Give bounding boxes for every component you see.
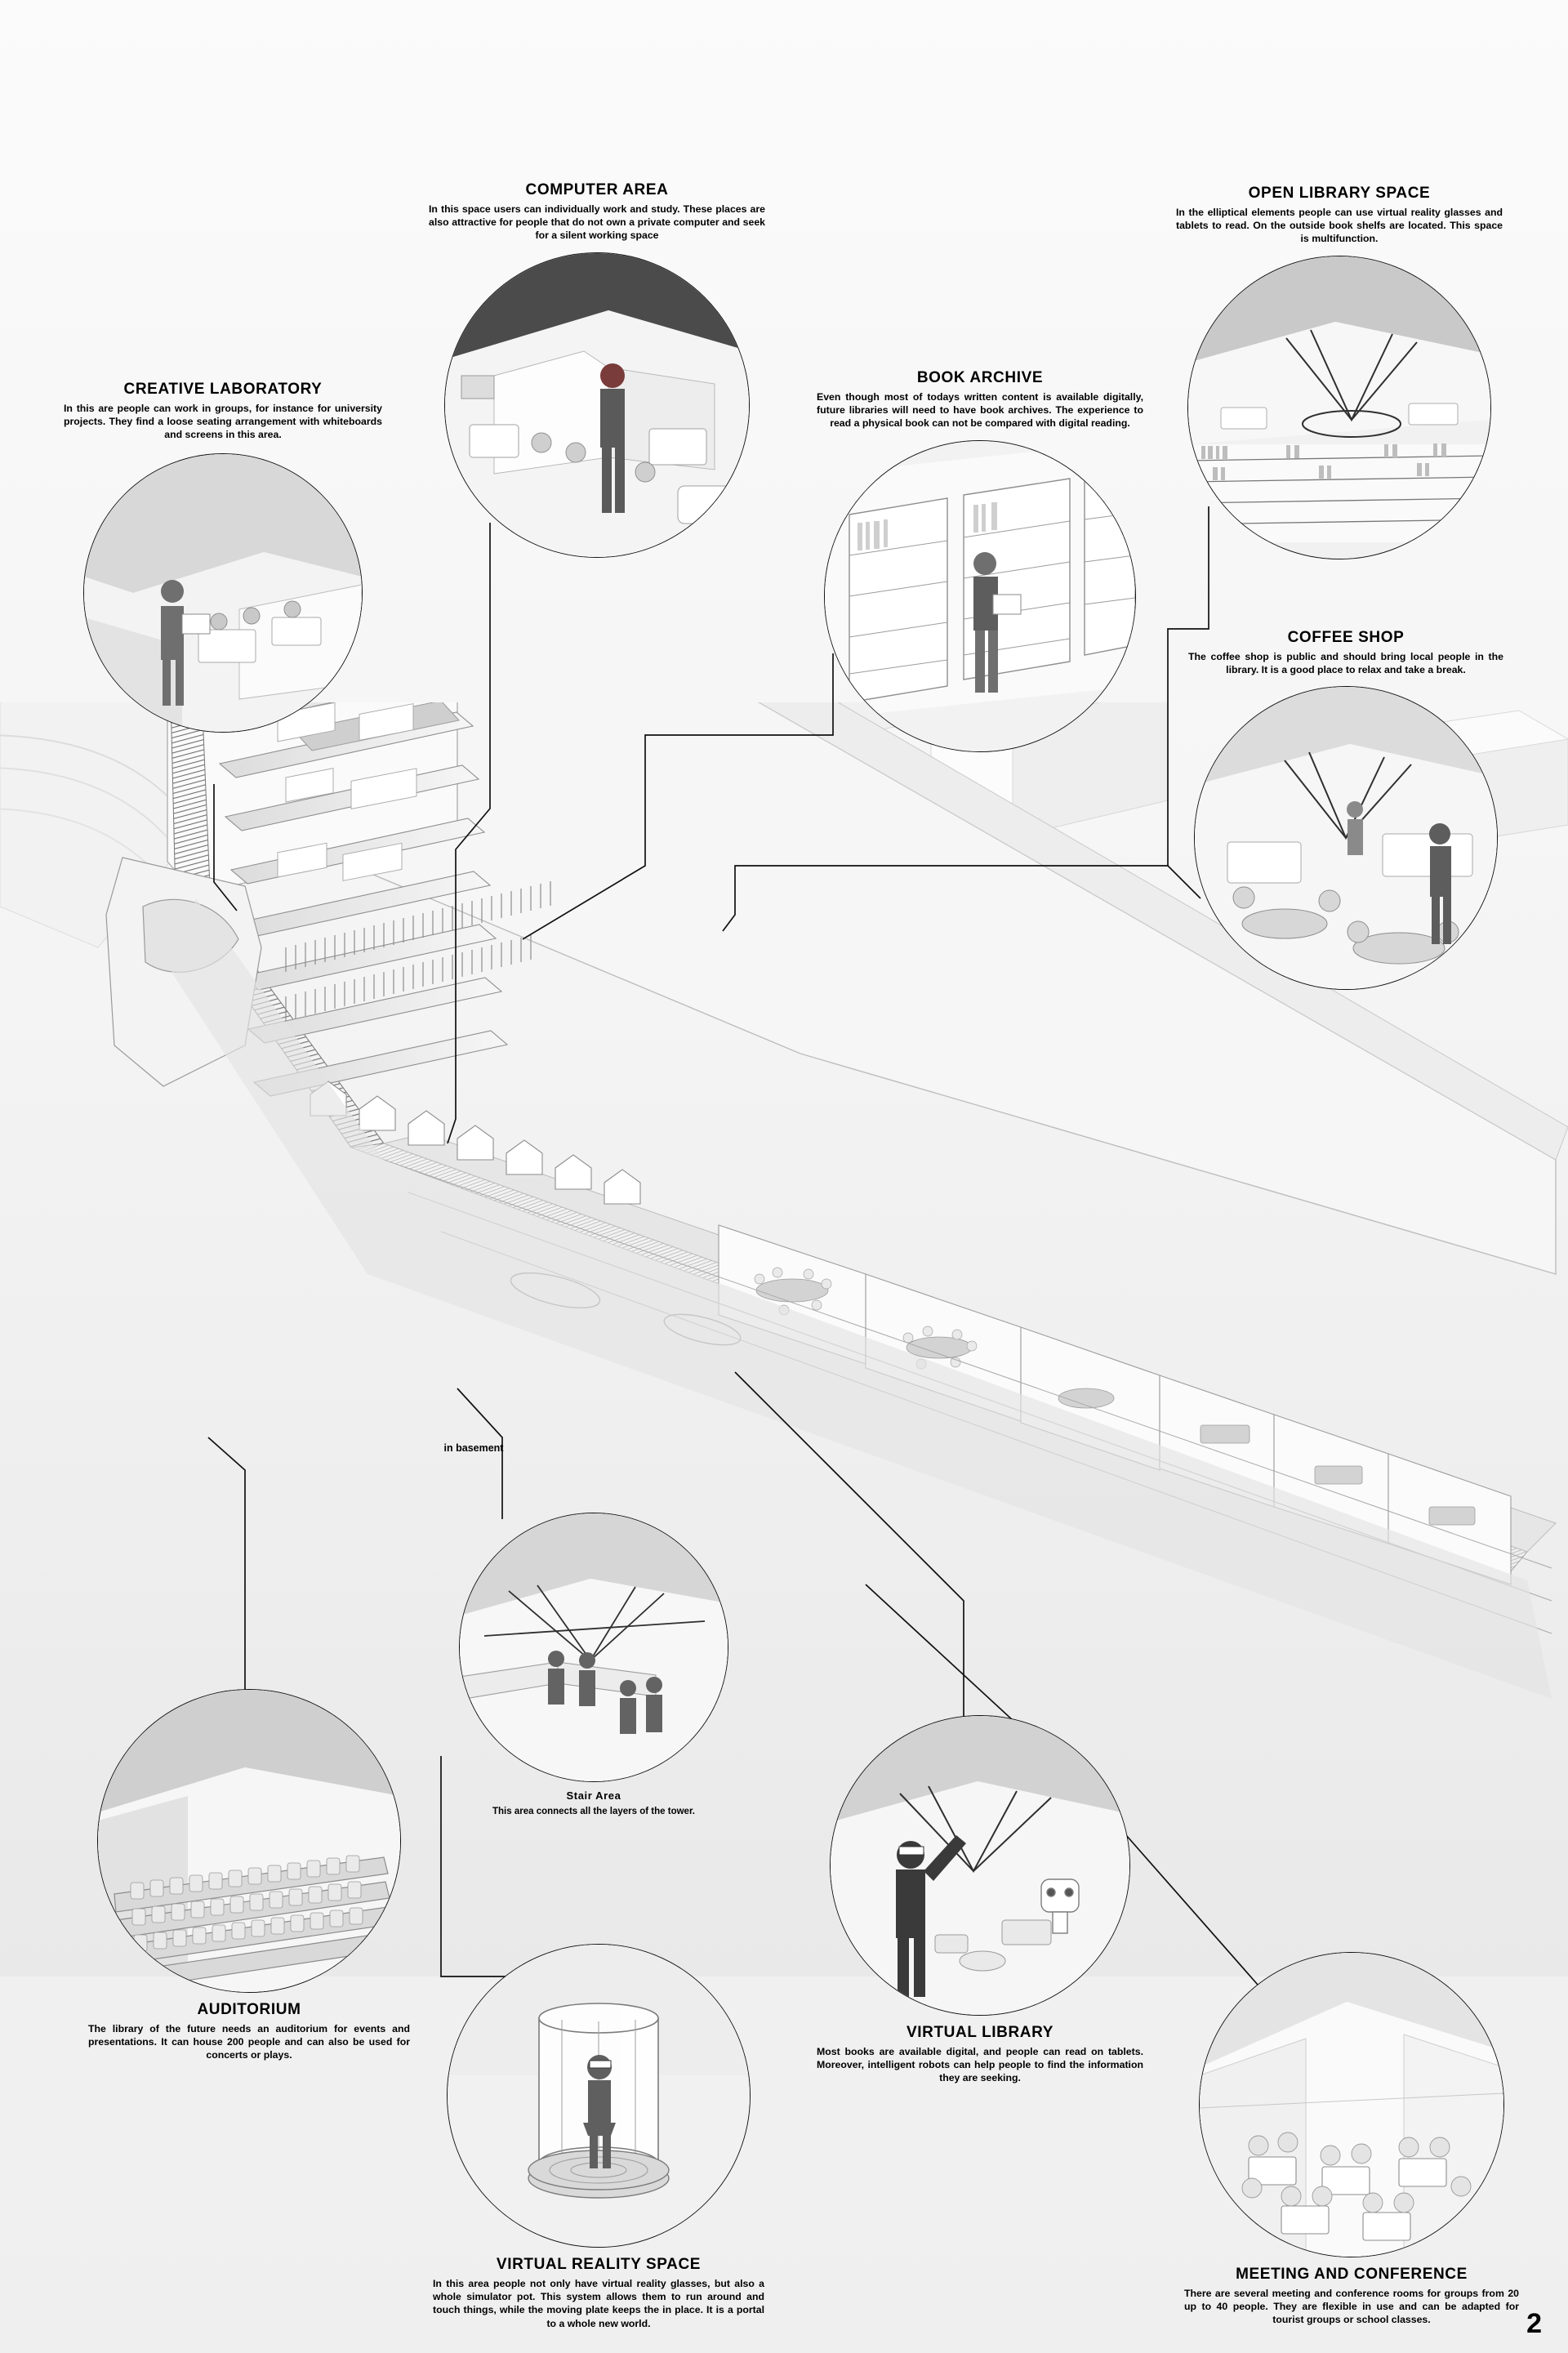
creative-laboratory-image: [83, 453, 363, 733]
basement-annotation: in basement: [443, 1442, 504, 1454]
creative-laboratory-title: CREATIVE LABORATORY: [123, 381, 323, 398]
callout-auditorium: [88, 1689, 410, 2062]
meeting-and-conference-image: [1199, 1952, 1504, 2257]
auditorium-caption: [88, 2001, 410, 2062]
virtual-reality-space-image: [447, 1944, 751, 2248]
virtual-library-title: VIRTUAL LIBRARY: [906, 2024, 1054, 2041]
page-number: 2: [1526, 2308, 1542, 2339]
stair-area-body: This area connects all the layers of the tower.: [492, 1806, 695, 1816]
virtual-reality-space-caption: [433, 2256, 764, 2330]
auditorium-body: The library of the future needs an auditorium for events and presentations. It can house 200 people and can also be used for concerts or plays.: [88, 2022, 410, 2061]
meeting-and-conference-caption: [1184, 2266, 1519, 2327]
coffee-shop-image: [1194, 686, 1498, 990]
virtual-library-image: [830, 1715, 1130, 2016]
computer-area-body: In this space users can individually work and study. These places are also attractive for people that do not own a private computer and seek for a silent working space: [429, 203, 765, 242]
auditorium-title: AUDITORIUM: [197, 2001, 301, 2018]
book-archive-body: Even though most of todays written content is available digitally, future libraries will need to have book archives. The experience to read a physical book can not be compared with digital reading.: [817, 390, 1143, 430]
callout-book-archive: [817, 369, 1143, 752]
auditorium-image: [97, 1689, 401, 1993]
callout-virtual-library: [817, 1715, 1143, 2085]
callout-meeting-and-conference: [1184, 1952, 1519, 2327]
coffee-shop-caption: [1188, 629, 1503, 676]
callout-computer-area: [429, 181, 765, 558]
open-library-space-body: In the elliptical elements people can use virtual reality glasses and tablets to read. On the outside book shelfs are located. This space is multifunction.: [1176, 206, 1503, 245]
stair-area-title: Stair Area: [566, 1789, 621, 1802]
book-archive-image: [824, 440, 1136, 752]
coffee-shop-body: The coffee shop is public and should bring local people in the library. It is a good place to relax and take a break.: [1188, 650, 1503, 676]
computer-area-image: [444, 252, 750, 558]
computer-area-caption: [429, 181, 765, 243]
virtual-reality-space-body: In this area people not only have virtual reality glasses, but also a whole simulator pot. This system allows them to run around and touch things, while the moving plate keeps the in place. It is a portal to a whole new world.: [433, 2277, 764, 2329]
stair-area-caption: [451, 1790, 737, 1818]
coffee-shop-title: COFFEE SHOP: [1287, 629, 1405, 646]
callout-creative-laboratory: [64, 381, 382, 733]
creative-laboratory-body: In this are people can work in groups, for instance for university projects. They find a loose seating arrangement with whiteboards and screens in this area.: [64, 402, 382, 441]
open-library-space-caption: [1176, 185, 1503, 246]
virtual-library-body: Most books are available digital, and people can read on tablets. Moreover, intelligent robots can help people to find the information they are seeking.: [817, 2045, 1143, 2084]
meeting-and-conference-title: MEETING AND CONFERENCE: [1236, 2266, 1468, 2283]
callout-coffee-shop: [1188, 629, 1503, 990]
callout-open-library-space: [1176, 185, 1503, 559]
computer-area-title: COMPUTER AREA: [525, 181, 669, 198]
open-library-space-title: OPEN LIBRARY SPACE: [1248, 185, 1431, 202]
book-archive-title: BOOK ARCHIVE: [916, 369, 1044, 386]
virtual-library-caption: [817, 2024, 1143, 2085]
callout-virtual-reality-space: [433, 1944, 764, 2330]
open-library-space-image: [1187, 256, 1491, 559]
book-archive-caption: [817, 369, 1143, 430]
callout-stair-area: [451, 1513, 737, 1818]
virtual-reality-space-title: VIRTUAL REALITY SPACE: [496, 2256, 702, 2273]
stair-area-image: [459, 1513, 728, 1782]
meeting-and-conference-body: There are several meeting and conference rooms for groups from 20 up to 40 people. They are flexible in use and can be adapted for tourist groups or school classes.: [1184, 2287, 1519, 2326]
creative-laboratory-caption: [64, 381, 382, 442]
